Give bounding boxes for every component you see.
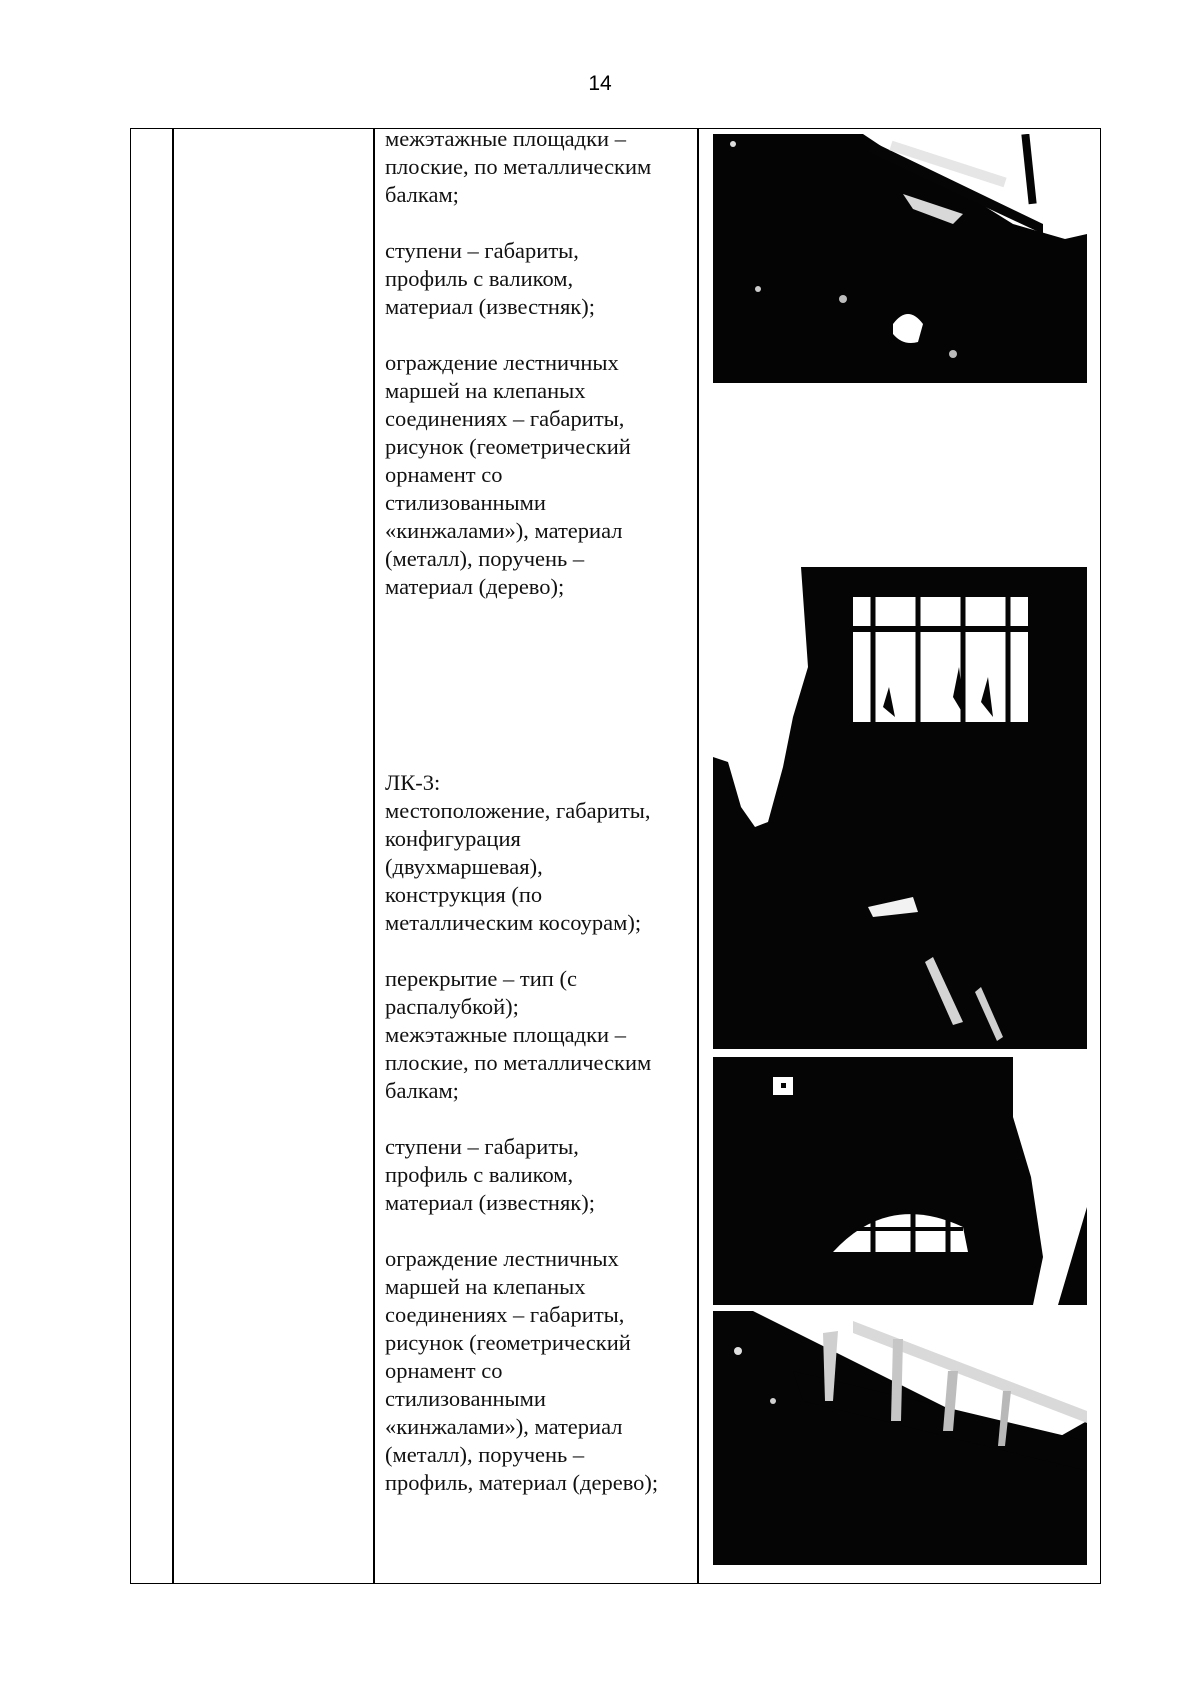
text-block-steps: ступени – габариты, профиль с валиком, материал (известняк); [385, 238, 595, 319]
staircase-railing-photo [713, 134, 1087, 383]
text-block-steps-2: ступени – габариты, профиль с валиком, материал (известняк); [385, 1134, 595, 1215]
text-block-ceiling: перекрытие – тип (с распалубкой); межэтажные площадки – плоские, по металлическим балкам; [385, 966, 652, 1103]
document-table [130, 128, 1101, 1584]
column-divider-2 [373, 129, 375, 1583]
column-divider-1 [172, 129, 174, 1583]
text-block-railing-2: ограждение лестничных маршей на клепаных соединениях – габариты, рисунок (геометрический орнамент со стилизованными «кинжалами»), материал (металл), поручень – профиль, материал (дерево); [385, 1246, 659, 1495]
text-block-railing: ограждение лестничных маршей на клепаных соединениях – габариты, рисунок (геометрический орнамент со стилизованными «кинжалами»), материал (металл), поручень – материал (дерево); [385, 350, 631, 599]
description-column [385, 126, 705, 1497]
page-number: 14 [588, 72, 612, 95]
stairwell-vault-window-photo [713, 1057, 1087, 1305]
stairwell-window-photo [713, 567, 1087, 1049]
handrail-photo [713, 1311, 1087, 1565]
text-block-landings: межэтажные площадки – плоские, по металлическим балкам; [385, 126, 652, 207]
text-block-lk3: ЛК-3: местоположение, габариты, конфигурация (двухмаршевая), конструкция (по металлическим косоурам); [385, 770, 651, 935]
